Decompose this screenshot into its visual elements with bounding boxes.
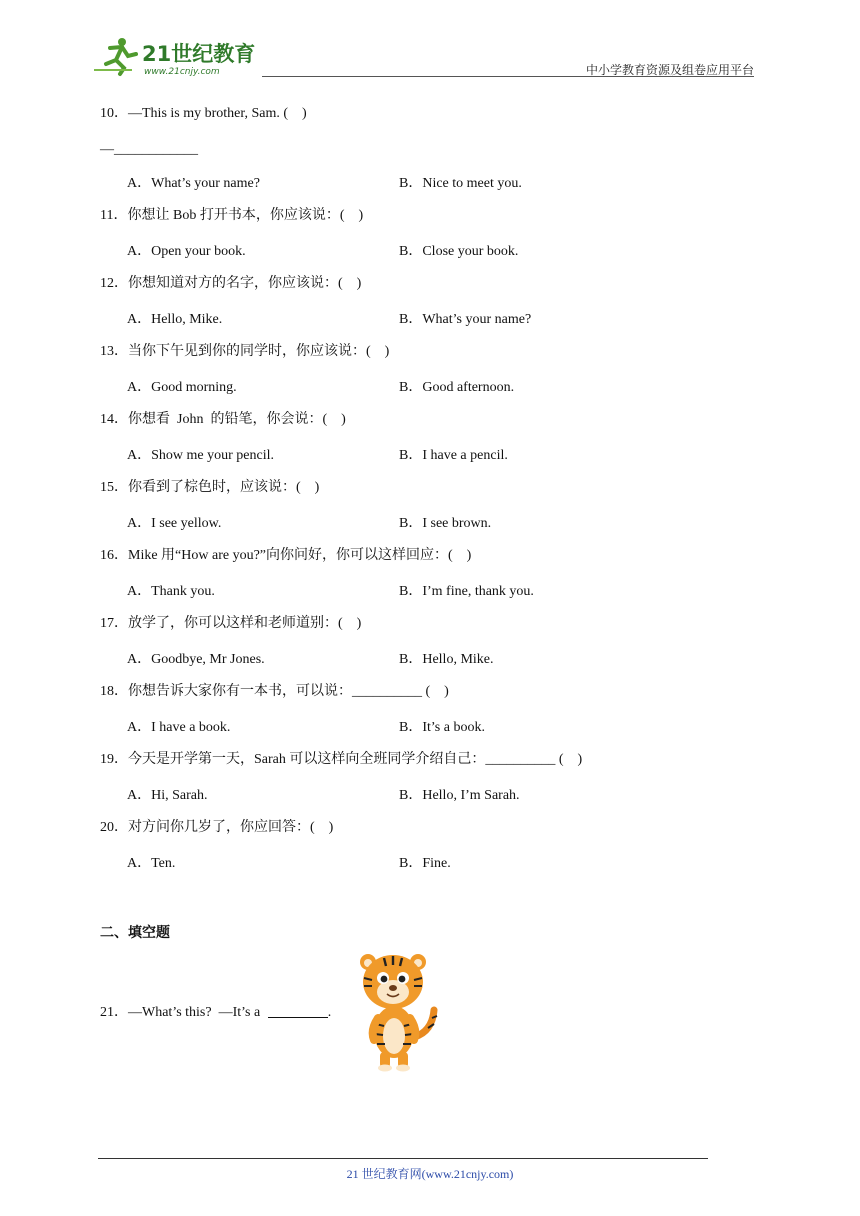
question-item	[100, 206, 760, 260]
question-stem: 18．你想告诉大家你有一本书，可以说：__________ ( )	[100, 684, 449, 699]
question-stem: 20．对方问你几岁了，你应回答：( )	[100, 820, 334, 835]
question-stem: 10．—This is my brother, Sam. ( )	[100, 106, 307, 121]
option-b[interactable]: B．Hello, I’m Sarah.	[399, 788, 520, 803]
options-row	[100, 784, 760, 804]
answer-line: —____________	[100, 142, 198, 157]
option-a[interactable]: A．Goodbye, Mr Jones.	[127, 652, 265, 667]
header-divider	[262, 76, 754, 77]
options-row	[100, 240, 760, 260]
question-item	[100, 750, 760, 804]
option-a[interactable]: A．I see yellow.	[127, 516, 222, 531]
question-stem: 15．你看到了棕色时，应该说：( )	[100, 480, 320, 495]
question-item	[100, 614, 760, 668]
option-b[interactable]: B．What’s your name?	[399, 312, 532, 327]
option-b[interactable]: B．Nice to meet you.	[399, 176, 522, 191]
option-a[interactable]: A．What’s your name?	[127, 176, 260, 191]
options-row	[100, 444, 760, 464]
options-row	[100, 716, 760, 736]
option-b[interactable]: B．Close your book.	[399, 244, 519, 259]
runner-icon	[94, 38, 136, 74]
section-title: 二、填空题	[100, 925, 170, 941]
question-item	[100, 682, 760, 736]
option-b[interactable]: B．Good afternoon.	[399, 380, 515, 395]
options-row	[100, 172, 760, 192]
logo-text: 21世纪教育	[142, 42, 256, 66]
question-item	[100, 546, 760, 600]
question-21	[100, 1001, 331, 1021]
option-b[interactable]: B．I see brown.	[399, 516, 492, 531]
question-stem: 17．放学了，你可以这样和老师道别：( )	[100, 616, 362, 631]
options-row	[100, 308, 760, 328]
fill-blank[interactable]	[268, 1003, 328, 1018]
question-stem: 21．—What’s this? —It’s a	[100, 1005, 264, 1020]
question-stem: 19．今天是开学第一天，Sarah 可以这样向全班同学介绍自己：__________ ( )	[100, 752, 583, 767]
tiger-illustration	[348, 948, 444, 1072]
option-a[interactable]: A．I have a book.	[127, 720, 231, 735]
question-item	[100, 410, 760, 464]
option-a[interactable]: A．Hi, Sarah.	[127, 788, 208, 803]
option-a[interactable]: A．Show me your pencil.	[127, 448, 274, 463]
question-stem: 13．当你下午见到你的同学时，你应该说：( )	[100, 344, 390, 359]
option-a[interactable]: A．Good morning.	[127, 380, 237, 395]
question-item	[100, 274, 760, 328]
question-item	[100, 478, 760, 532]
option-b[interactable]: B．Fine.	[399, 856, 451, 871]
options-row	[100, 852, 760, 872]
options-row	[100, 648, 760, 668]
question-item	[100, 104, 760, 192]
question-stem: 14．你想看 John 的铅笔，你会说：( )	[100, 412, 346, 427]
question-item	[100, 342, 760, 396]
option-b[interactable]: B．I have a pencil.	[399, 448, 508, 463]
question-item	[100, 818, 760, 872]
option-b[interactable]: B．It’s a book.	[399, 720, 485, 735]
question-stem: 16．Mike 用“How are you?”向你问好，你可以这样回应：( )	[100, 548, 472, 563]
options-row	[100, 512, 760, 532]
option-b[interactable]: B．I’m fine, thank you.	[399, 584, 534, 599]
option-a[interactable]: A．Hello, Mike.	[127, 312, 223, 327]
question-list	[100, 104, 760, 886]
option-a[interactable]: A．Thank you.	[127, 584, 215, 599]
footer-text: 21 世纪教育网(www.21cnjy.com)	[346, 1167, 514, 1181]
logo-url: www.21cnjy.com	[144, 67, 220, 77]
page-header	[0, 0, 860, 80]
platform-title: 中小学教育资源及组卷应用平台	[585, 63, 754, 77]
question-stem: 11．你想让 Bob 打开书本，你应该说：( )	[100, 208, 364, 223]
question-end-punct: .	[327, 1005, 332, 1020]
question-stem: 12．你想知道对方的名字，你应该说：( )	[100, 276, 362, 291]
option-b[interactable]: B．Hello, Mike.	[399, 652, 494, 667]
footer-divider	[98, 1158, 708, 1159]
options-row	[100, 580, 760, 600]
site-logo	[92, 34, 262, 78]
option-a[interactable]: A．Open your book.	[127, 244, 246, 259]
option-a[interactable]: A．Ten.	[127, 856, 176, 871]
options-row	[100, 376, 760, 396]
